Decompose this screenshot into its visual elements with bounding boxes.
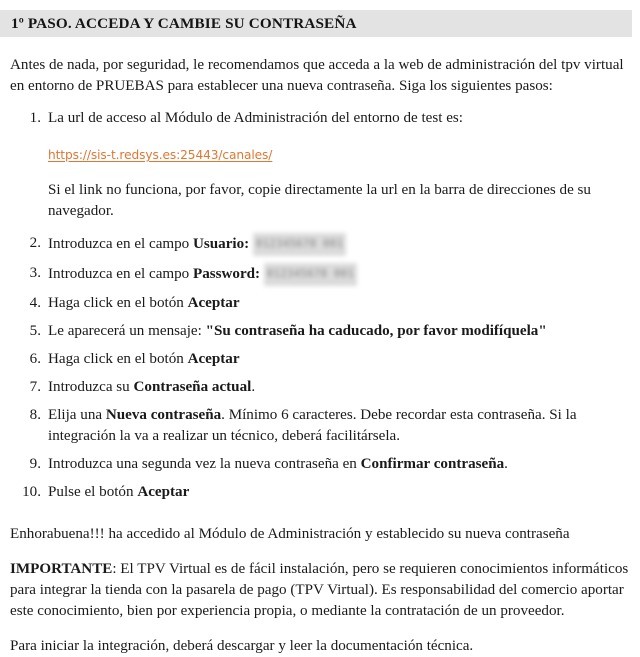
step-5-message-text: "Su contraseña ha caducado, por favor modifíquela" — [205, 323, 547, 339]
document-content — [0, 37, 640, 657]
step-6-button-label: Aceptar — [187, 351, 240, 367]
important-label: IMPORTANTE — [10, 561, 113, 577]
step-1-note — [0, 180, 640, 222]
list-item-step-10 — [0, 482, 640, 503]
list-item-step-3 — [0, 263, 640, 286]
step-text-7 — [48, 379, 255, 395]
step-1-url-block — [0, 145, 640, 166]
step-number-4: 4. — [29, 295, 41, 311]
step-number-9: 9. — [29, 456, 41, 472]
final-paragraph: Para iniciar la integración, deberá descargar y leer la documentación técnica. — [10, 638, 474, 654]
step-9-prefix: Introduzca una segunda vez la nueva contraseña en — [48, 456, 361, 472]
section-header-band — [0, 10, 632, 37]
steps-list — [0, 108, 640, 503]
step-4-button-label: Aceptar — [187, 295, 240, 311]
step-8-suffix: . Mínimo 6 caracteres. Debe recordar esta contraseña. Si la integración la va a realizar un técnico, deberá facilitársela. — [48, 407, 577, 444]
step-number-10: 10. — [22, 484, 41, 500]
list-item-step-4 — [0, 293, 640, 314]
step-text-1: La url de acceso al Módulo de Administración del entorno de test es: — [48, 110, 463, 126]
list-item-step-1 — [0, 108, 640, 129]
congratulations-paragraph: Enhorabuena!!! ha accedido al Módulo de Administración y establecido su nueva contraseña — [10, 526, 570, 542]
step-5-prefix: Le aparecerá un mensaje: — [48, 323, 206, 339]
important-paragraph — [0, 559, 640, 622]
intro-paragraph: Antes de nada, por seguridad, le recomendamos que acceda a la web de administración del tpv virtual en entorno de PRUEBAS para establecer una nueva contraseña. Siga los siguientes pasos: — [10, 57, 624, 94]
step-9-field-label: Confirmar contraseña — [360, 456, 505, 472]
step-text-9 — [48, 456, 508, 472]
list-item-step-7 — [0, 377, 640, 398]
step-10-prefix: Pulse el botón — [48, 484, 138, 500]
step-number-3: 3. — [29, 265, 41, 281]
step-2-field-label: Usuario: — [193, 235, 250, 252]
step-1-note-text: Si el link no funciona, por favor, copie directamente la url en la barra de direcciones de su navegador. — [48, 182, 591, 219]
list-item-step-9 — [0, 454, 640, 475]
step-3-field-label: Password: — [193, 265, 261, 282]
step-4-prefix: Haga click en el botón — [48, 295, 188, 311]
list-item-step-6 — [0, 349, 640, 370]
important-text: : El TPV Virtual es de fácil instalación, pero se requieren conocimientos informáticos para integrar la tienda con la pasarela de pago (TPV Virtual). Es responsabilidad del comercio aportar este conocimiento, bien por experiencia propia, o mediante la contratación de un proveedor. — [10, 561, 629, 619]
step-number-1: 1. — [29, 110, 41, 126]
step-8-field-label: Nueva contraseña — [105, 407, 222, 423]
step-number-5: 5. — [29, 323, 41, 339]
page-title: 1º PASO. ACCEDA Y CAMBIE SU CONTRASEÑA — [11, 14, 357, 32]
usuario-redacted-value: 012345678 001 — [253, 233, 346, 256]
step-text-2 — [48, 236, 346, 252]
step-8-prefix: Elija una — [48, 407, 106, 423]
step-number-2: 2. — [29, 235, 41, 251]
list-item-step-5 — [0, 321, 640, 342]
step-2-prefix: Introduzca en el campo — [48, 235, 193, 252]
step-text-6 — [48, 351, 240, 367]
password-redacted-value: 012345678 001 — [264, 263, 357, 286]
step-text-5 — [48, 323, 547, 339]
list-item-step-8 — [0, 405, 640, 447]
step-number-7: 7. — [29, 379, 41, 395]
step-7-field-label: Contraseña actual — [133, 379, 252, 395]
list-item-step-2 — [0, 233, 640, 256]
step-7-prefix: Introduzca su — [48, 379, 134, 395]
admin-url-link[interactable]: https://sis-t.redsys.es:25443/canales/ — [48, 148, 273, 162]
step-number-8: 8. — [29, 407, 41, 423]
step-text-10 — [48, 484, 189, 500]
step-6-prefix: Haga click en el botón — [48, 351, 188, 367]
step-3-prefix: Introduzca en el campo — [48, 265, 193, 282]
step-text-4 — [48, 295, 240, 311]
step-text-3 — [48, 266, 357, 282]
step-number-6: 6. — [29, 351, 41, 367]
step-7-suffix: . — [251, 379, 256, 395]
step-9-suffix: . — [504, 456, 508, 472]
step-10-button-label: Aceptar — [137, 484, 190, 500]
step-text-8 — [48, 407, 577, 444]
